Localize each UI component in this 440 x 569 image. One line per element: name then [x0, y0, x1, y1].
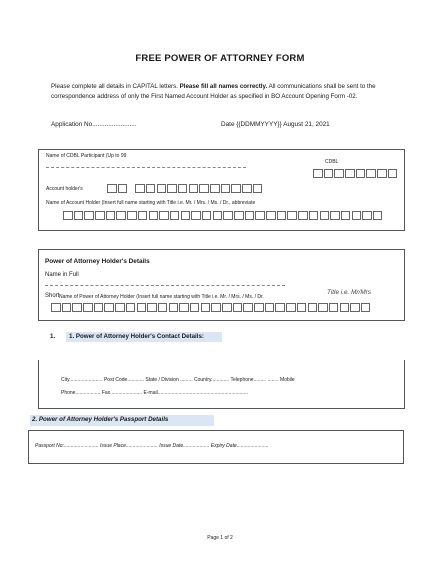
- intro-bold-text: Please fill all names correctly.: [179, 83, 268, 90]
- application-number-label: Application No.........................: [51, 121, 137, 128]
- account-holder-box: [38, 149, 405, 231]
- date-value: August 21, 2021: [283, 121, 330, 128]
- intro-text-1: Please complete all details in CAPITAL letters.: [51, 83, 180, 90]
- account-holders-label: Account holder's: [46, 186, 83, 192]
- contact-row-1: City........................ Post Code............ State / Division ......... Country............. Telephone......... ........ Mobile: [61, 377, 295, 383]
- name-in-full-line[interactable]: [45, 285, 285, 286]
- participant-name-label: Name of CDBL Participant (Up to 99: [46, 153, 127, 159]
- account-holder-cells[interactable]: [107, 184, 263, 193]
- short-name-label: Name of Power of Attorney Holder (Insert full name starting with Title i.e. Mr. / Mrs. / Ms. / Dr.: [59, 294, 264, 300]
- account-holder-name-label: Name of Account Holder (Insert full name starting with Title i.e. Mr. / Mrs. / Ms. / Dr., abbreviate: [46, 200, 256, 206]
- cdbl-id-cells[interactable]: [313, 169, 399, 178]
- poa-details-box: [38, 249, 405, 321]
- form-title: FREE POWER OF ATTORNEY FORM: [135, 53, 305, 64]
- poa-details-heading: Power of Attorney Holder's Details: [45, 258, 150, 265]
- passport-row: Passport No:......................... Issue Place....................... Issue Date................... Expiry Date.......................: [35, 443, 269, 449]
- contact-section-heading-bar: [66, 332, 222, 342]
- date-row: [221, 121, 330, 128]
- contact-section-heading: 1. Power of Attorney Holder's Contact Details:: [69, 333, 204, 340]
- cdbl-label: CDBL: [325, 159, 339, 165]
- contact-details-box: [38, 360, 405, 409]
- contact-section-number: 1.: [50, 333, 56, 340]
- short-label: Short: [45, 293, 60, 299]
- participant-name-line[interactable]: [46, 167, 246, 168]
- page-footer: Page 1 of 2: [207, 535, 233, 541]
- title-hint: Title i.e. Mr/Mrs: [327, 289, 371, 296]
- contact-row-2: Phone.................. Fax....................... E-mail.................................................................: [61, 390, 248, 396]
- account-holder-name-cells[interactable]: [63, 211, 384, 220]
- short-name-cells[interactable]: [51, 303, 372, 312]
- passport-section-heading-bar: [30, 415, 214, 426]
- intro-paragraph: [51, 82, 396, 103]
- intro-text-2: All communications shall be sent to the correspondence address of only the First Named Account Holder as specified in BO Account Opening Form -02.: [51, 83, 376, 101]
- name-in-full-label: Name in Full: [45, 272, 79, 278]
- passport-details-box: [28, 430, 404, 464]
- date-label: Date {{DDMMYYYY}}: [221, 121, 282, 128]
- passport-section-heading: 2. Power of Attorney Holder's Passport Details: [32, 416, 169, 423]
